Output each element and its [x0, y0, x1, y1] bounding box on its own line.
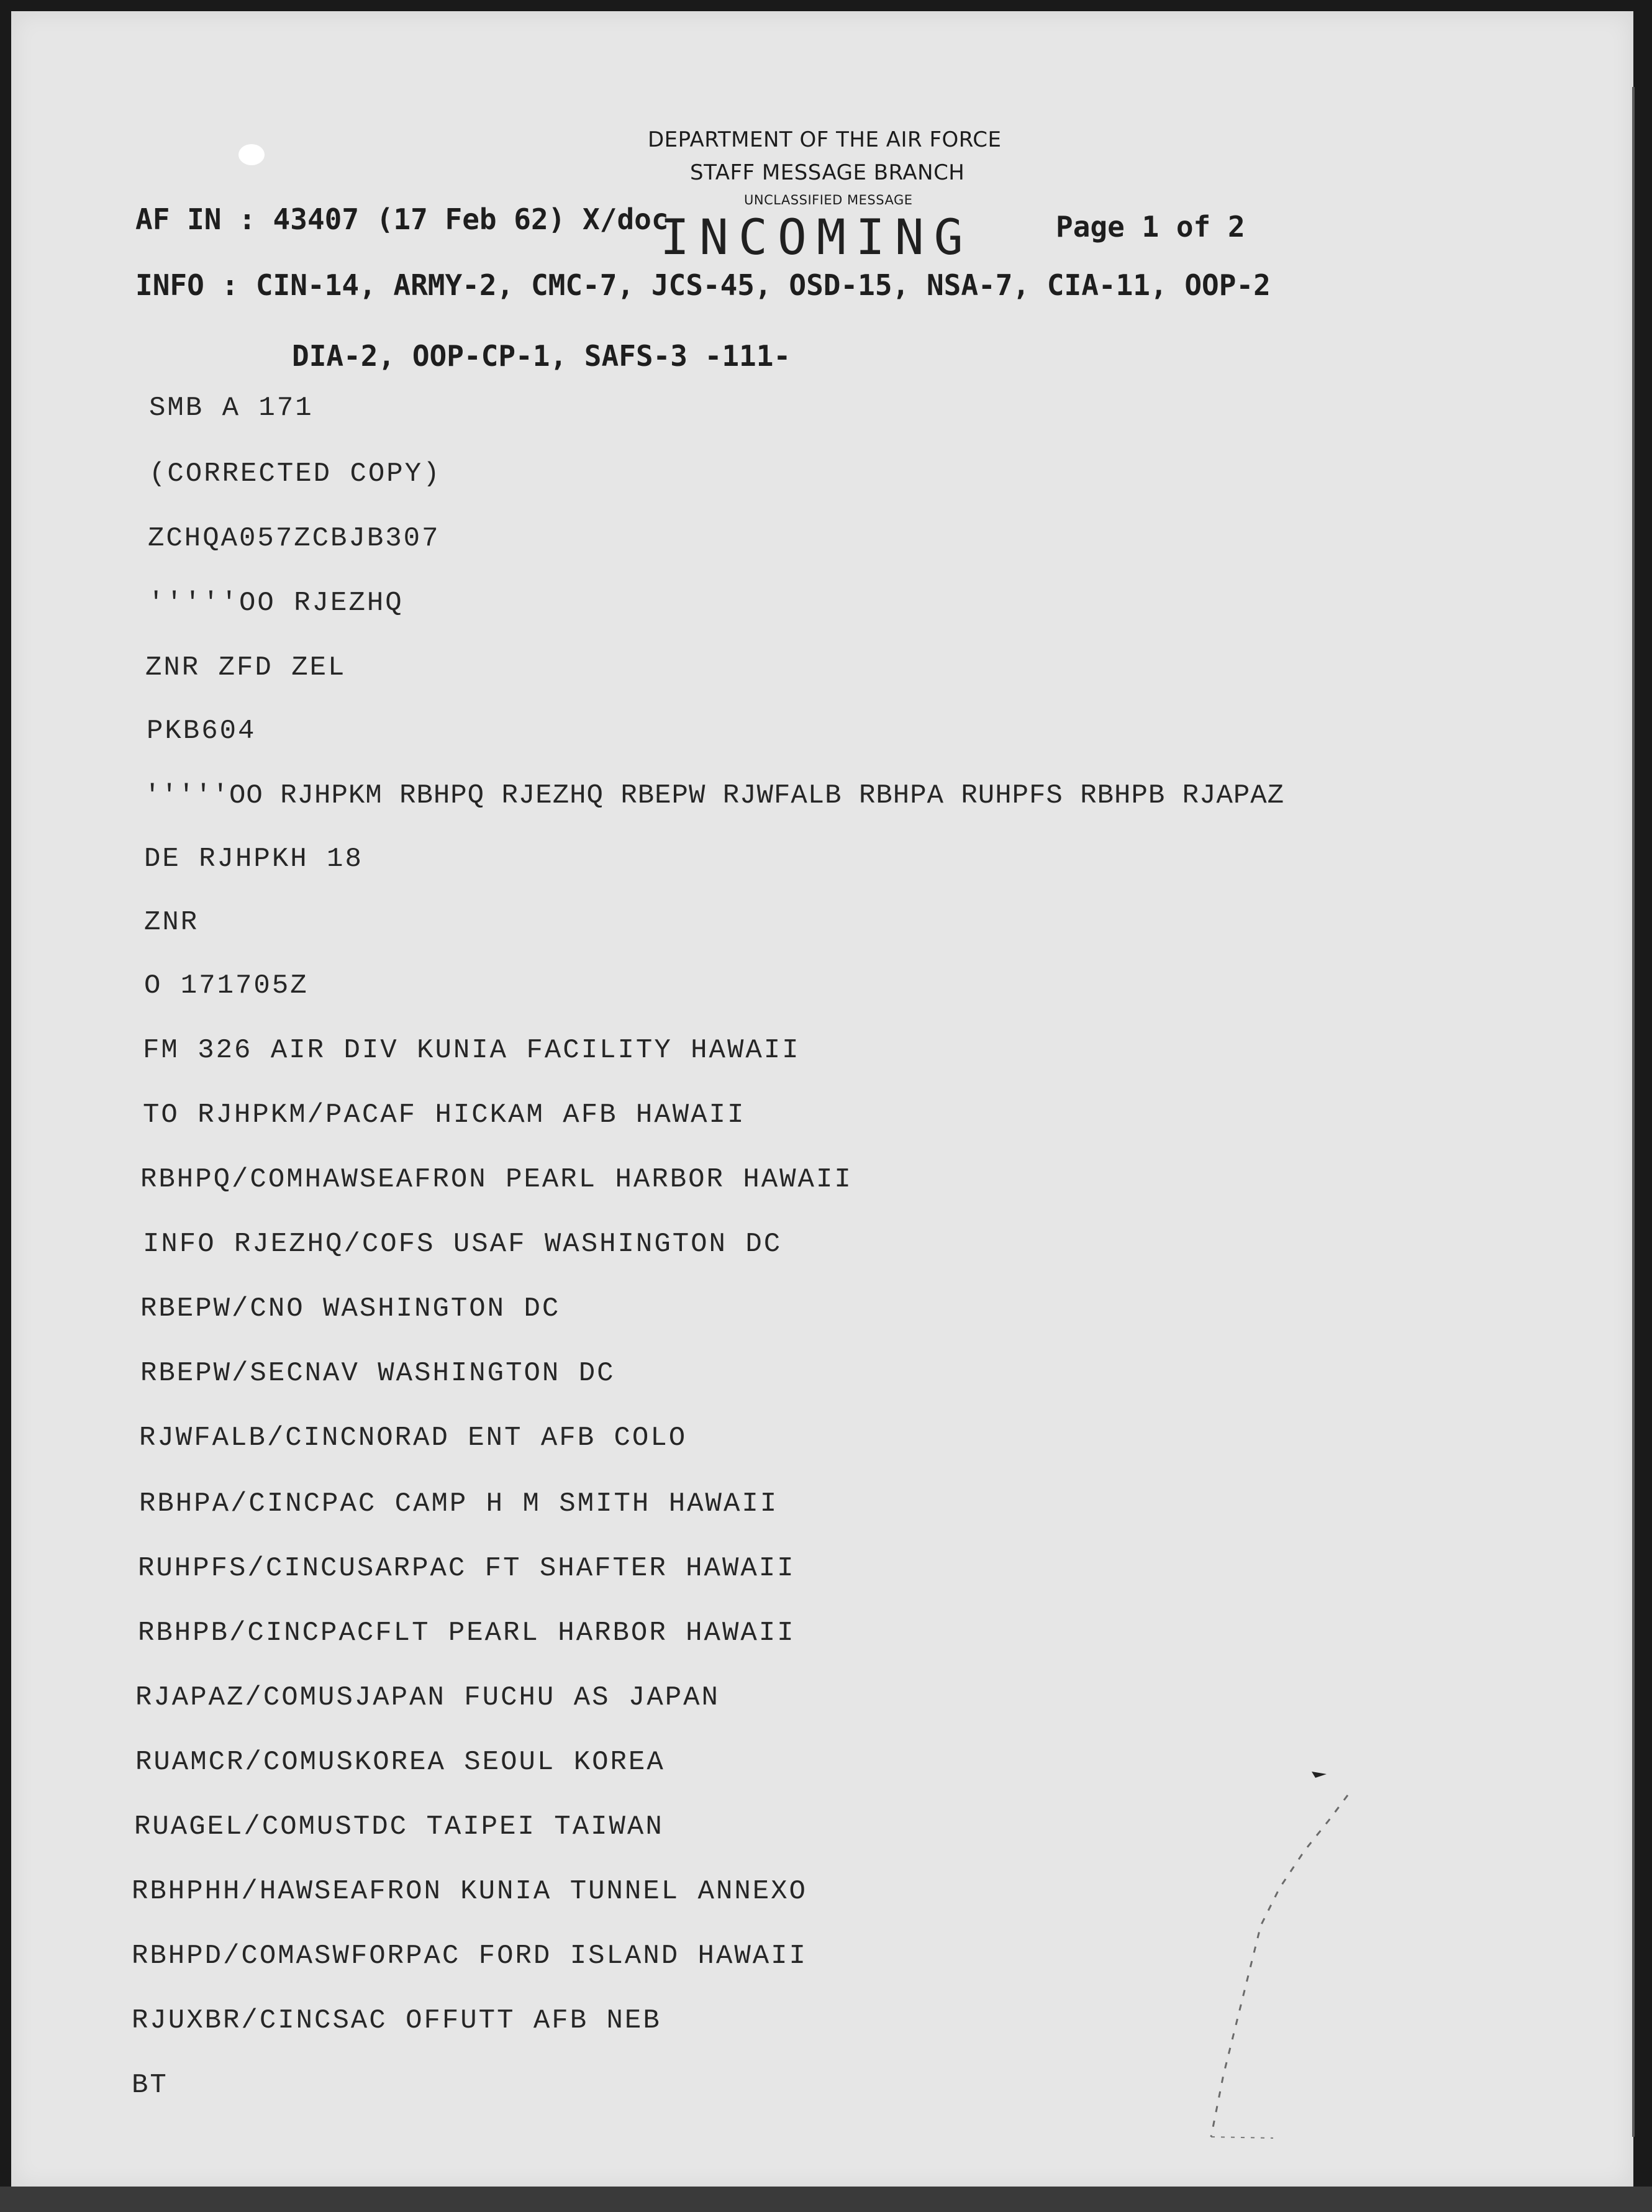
- message-line: RBHPD/COMASWFORPAC FORD ISLAND HAWAII: [132, 1941, 807, 1972]
- message-line: '''''OO RJHPKM RBHPQ RJEZHQ RBEPW RJWFALB RBHPA RUHPFS RBHPB RJAPAZ: [144, 780, 1285, 811]
- message-line: (CORRECTED COPY): [149, 458, 442, 489]
- pencil-mark: [1180, 1677, 1428, 2149]
- message-line: '''''OO RJEZHQ: [148, 588, 404, 619]
- info-distribution-line-2: DIA-2, OOP-CP-1, SAFS-3 -111-: [292, 339, 791, 373]
- message-line: O 171705Z: [144, 970, 309, 1001]
- department-title: DEPARTMENT OF THE AIR FORCE: [648, 127, 1002, 152]
- message-line: RBEPW/CNO WASHINGTON DC: [140, 1293, 561, 1324]
- message-line: RBHPQ/COMHAWSEAFRON PEARL HARBOR HAWAII: [140, 1164, 853, 1195]
- message-line: FM 326 AIR DIV KUNIA FACILITY HAWAII: [143, 1035, 801, 1066]
- message-line: RBHPHH/HAWSEAFRON KUNIA TUNNEL ANNEXO: [132, 1876, 807, 1907]
- bottom-edge-shadow: [0, 2187, 1652, 2212]
- af-in-number: AF IN : 43407 (17 Feb 62) X/doc: [135, 203, 669, 236]
- message-line: RBEPW/SECNAV WASHINGTON DC: [140, 1358, 615, 1389]
- message-line: RBHPA/CINCPAC CAMP H M SMITH HAWAII: [139, 1488, 779, 1519]
- message-line: BT: [132, 2070, 168, 2101]
- sheet-right-edge: [1632, 87, 1635, 2137]
- message-line: RJWFALB/CINCNORAD ENT AFB COLO: [139, 1422, 688, 1454]
- message-line: RUAMCR/COMUSKOREA SEOUL KOREA: [135, 1747, 665, 1778]
- incoming-stamp: INCOMING: [660, 210, 973, 266]
- info-distribution-line-1: INFO : CIN-14, ARMY-2, CMC-7, JCS-45, OSD-15, NSA-7, CIA-11, OOP-2: [135, 268, 1271, 302]
- message-line: RJUXBR/CINCSAC OFFUTT AFB NEB: [132, 2005, 661, 2036]
- message-line: TO RJHPKM/PACAF HICKAM AFB HAWAII: [143, 1099, 746, 1131]
- branch-title: STAFF MESSAGE BRANCH: [690, 160, 965, 185]
- classification-label: UNCLASSIFIED MESSAGE: [744, 193, 913, 207]
- message-line: ZNR ZFD ZEL: [145, 652, 347, 683]
- message-line: SMB A 171: [149, 393, 314, 424]
- message-line: RJAPAZ/COMUSJAPAN FUCHU AS JAPAN: [135, 1682, 720, 1713]
- message-line: PKB604: [147, 716, 256, 747]
- message-line: ZCHQA057ZCBJB307: [148, 523, 440, 554]
- message-line: ZNR: [144, 907, 199, 938]
- message-line: INFO RJEZHQ/COFS USAF WASHINGTON DC: [143, 1229, 783, 1260]
- message-line: RBHPB/CINCPACFLT PEARL HARBOR HAWAII: [138, 1618, 796, 1649]
- hole-punch-mark: [238, 144, 265, 165]
- message-line: RUHPFS/CINCUSARPAC FT SHAFTER HAWAII: [138, 1553, 796, 1584]
- message-line: DE RJHPKH 18: [144, 844, 363, 875]
- page-count: Page 1 of 2: [1056, 210, 1245, 244]
- message-line: RUAGEL/COMUSTDC TAIPEI TAIWAN: [134, 1811, 664, 1842]
